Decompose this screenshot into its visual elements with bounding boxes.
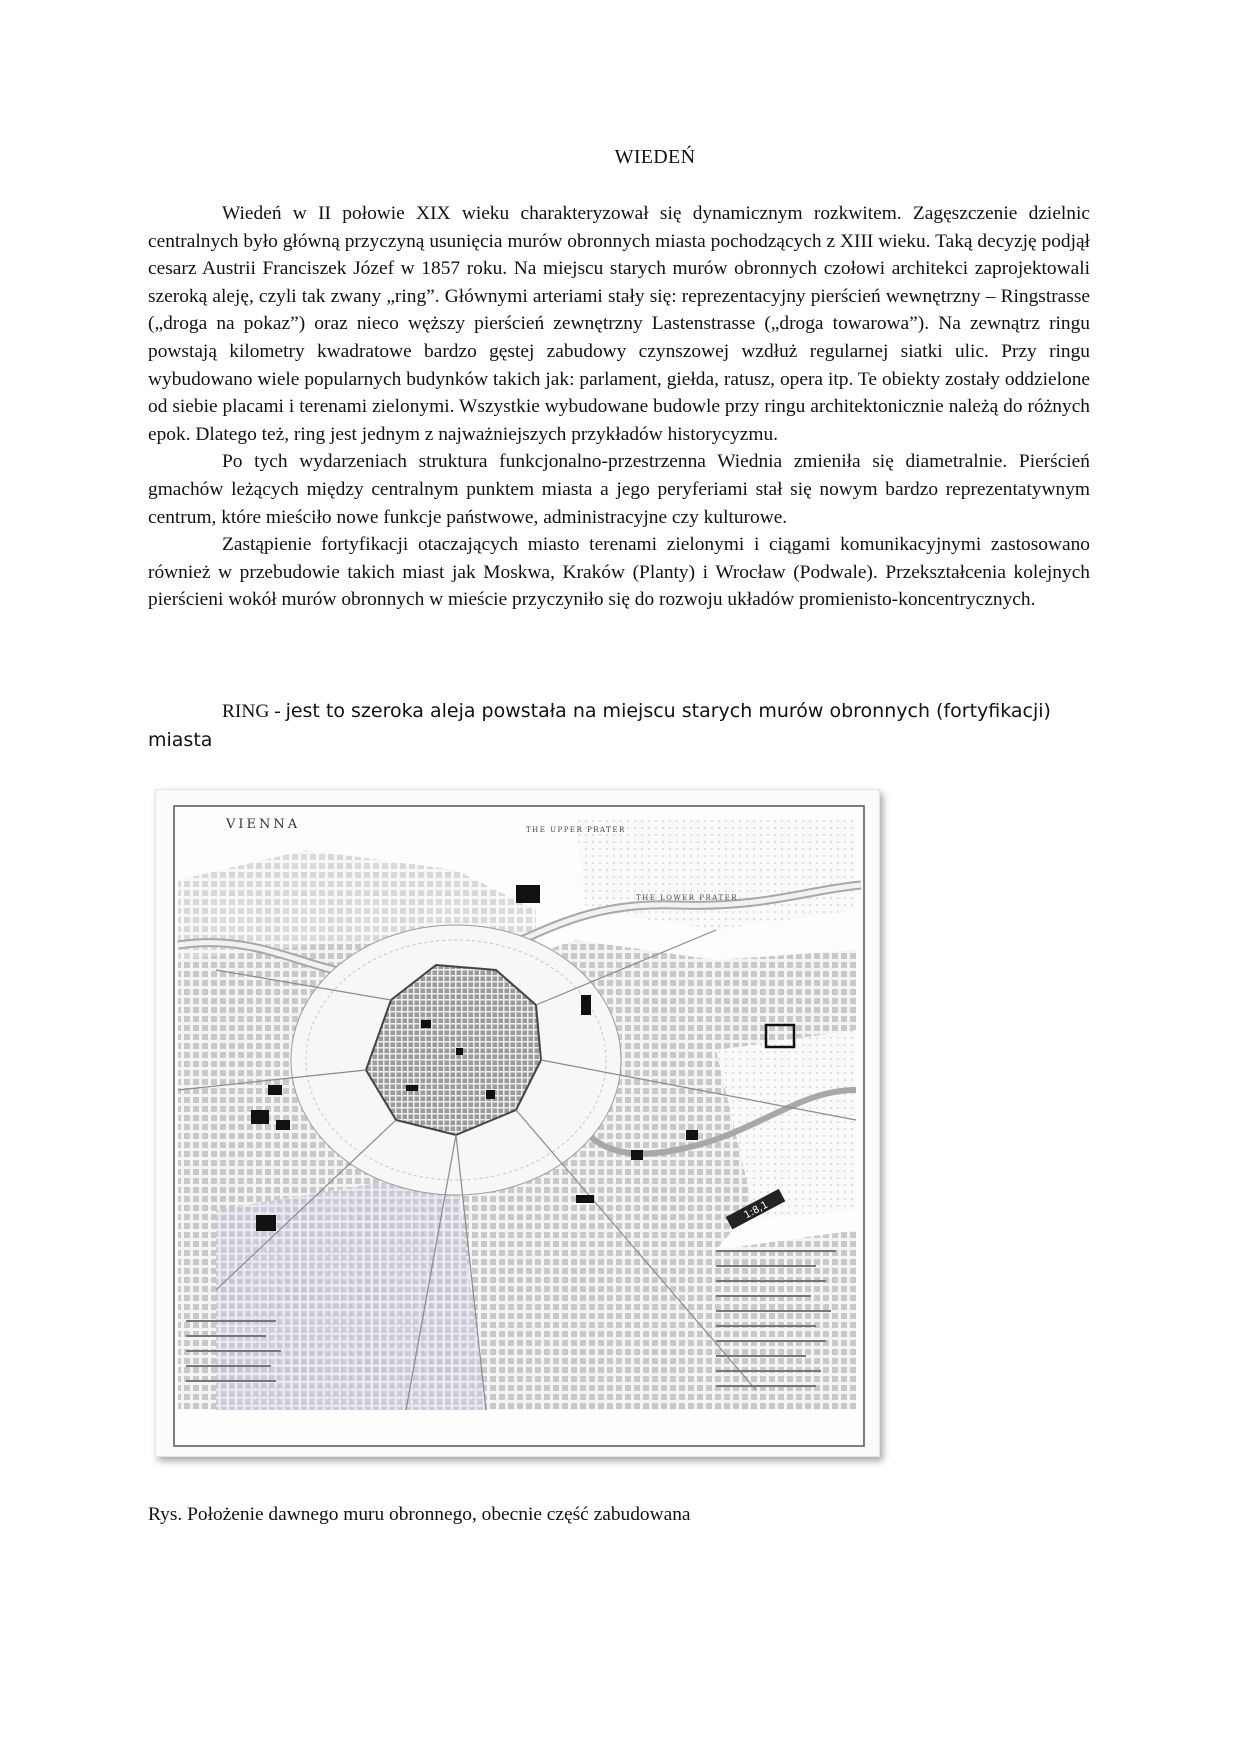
ring-term: RING - (222, 701, 286, 722)
vienna-map-image (155, 789, 880, 1457)
vienna-map (156, 790, 879, 1456)
body-text (148, 200, 1090, 614)
page-title: WIEDEŃ (614, 146, 696, 168)
paragraph-1: Wiedeń w II połowie XIX wieku charakteryzował się dynamicznym rozkwitem. Zagęszczenie dzielnic centralnych było główną przyczyną usunięcia murów obronnych miasta pochodzących z XIII wieku. Taką decyzję podjął cesarz Austrii Franciszek Józef w 1857 roku. Na miejscu starych murów obronnych czołowi architekci zaprojektowali szeroką aleję, czyli tak zwany „ring”. Głównymi arteriami stały się: reprezentacyjny pierścień wewnętrzny – Ringstrasse („droga na pokaz”) oraz nieco węższy pierścień zewnętrzny Lastenstrasse („droga towarowa”). Na zewnątrz ringu powstają kilometry kwadratowe bardzo gęstej zabudowy czynszowej wzdłuż regularnej siatki ulic. Przy ringu wybudowano wiele popularnych budynków takich jak: parlament, giełda, ratusz, opera itp. Te obiekty zostały oddzielone od siebie placami i terenami zielonymi. Wszystkie wybudowane budowle przy ringu architektonicznie należą do różnych epok. Dlatego też, ring jest jednym z najważniejszych przykładów historycyzmu. (148, 203, 1090, 445)
map-label-upper-prater: THE UPPER PRATER (526, 826, 626, 834)
map-title: VIENNA (226, 817, 301, 832)
paragraph-3: Zastąpienie fortyfikacji otaczających miasto terenami zielonymi i ciągami komunikacyjnymi zastosowano również w przebudowie takich miast jak Moskwa, Kraków (Planty) i Wrocław (Podwale). Przekształcenia kolejnych pierścieni wokół murów obronnych w mieście przyczyniło się do rozwoju układów promienisto-koncentrycznych. (148, 534, 1090, 611)
prater-park (576, 820, 856, 930)
ring-definition-text: jest to szeroka aleja powstała na miejscu starych murów obronnych (fortyfikacji) miasta (148, 700, 1051, 751)
ring-definition (148, 697, 1068, 754)
southwest-suburbs (216, 1170, 486, 1410)
map-scale-label: 1:8,1 (742, 1199, 771, 1222)
map-label-lower-prater: THE LOWER PRATER (636, 894, 738, 902)
figure-caption: Rys. Położenie dawnego muru obronnego, obecnie część zabudowana (148, 1504, 691, 1525)
paragraph-2: Po tych wydarzeniach struktura funkcjonalno-przestrzenna Wiednia zmieniła się diametralnie. Pierścień gmachów leżących między centralnym punktem miasta a jego peryferiami stał się nowym bardzo reprezentatywnym centrum, które mieściło nowe funkcje państwowe, administracyjne czy kulturowe. (148, 451, 1090, 528)
